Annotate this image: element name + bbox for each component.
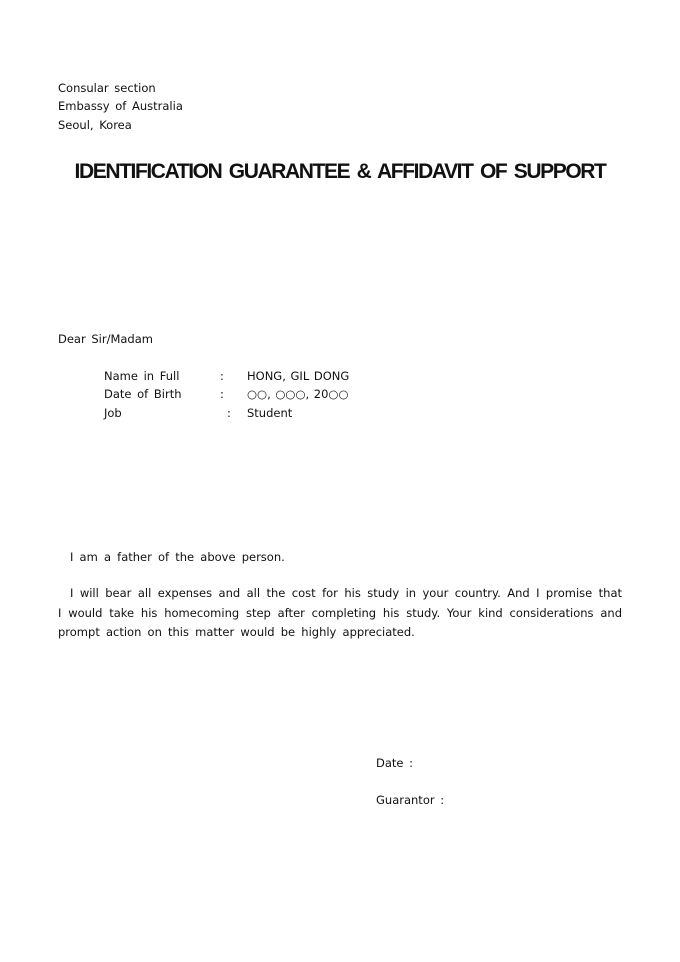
- field-colon-name: :: [220, 369, 224, 383]
- field-label-name: Name in Full: [104, 369, 180, 383]
- field-value-birth: ○○, ○○○, 20○○: [247, 387, 349, 401]
- body-paragraph-1: I am a father of the above person.: [70, 550, 285, 564]
- recipient-line-3: Seoul, Korea: [58, 118, 132, 132]
- field-colon-job: :: [227, 406, 231, 420]
- field-label-job: Job: [104, 406, 122, 420]
- recipient-line-1: Consular section: [58, 81, 156, 95]
- salutation: Dear Sir/Madam: [58, 332, 153, 346]
- guarantor-label: Guarantor :: [376, 793, 445, 807]
- recipient-line-2: Embassy of Australia: [58, 99, 183, 113]
- field-value-job: Student: [247, 406, 293, 420]
- field-colon-birth: :: [220, 387, 224, 401]
- field-label-birth: Date of Birth: [104, 387, 182, 401]
- document-title: IDENTIFICATION GUARANTEE & AFFIDAVIT OF SUPPORT: [74, 160, 606, 183]
- date-label: Date :: [376, 756, 414, 770]
- field-value-name: HONG, GIL DONG: [247, 369, 350, 383]
- body-paragraph-2: I will bear all expenses and all the cost for his study in your country. And I promise that I would take his homecoming step after completing his study. Your kind considerations and prompt action on this matter would be highly appreciated.: [58, 586, 622, 639]
